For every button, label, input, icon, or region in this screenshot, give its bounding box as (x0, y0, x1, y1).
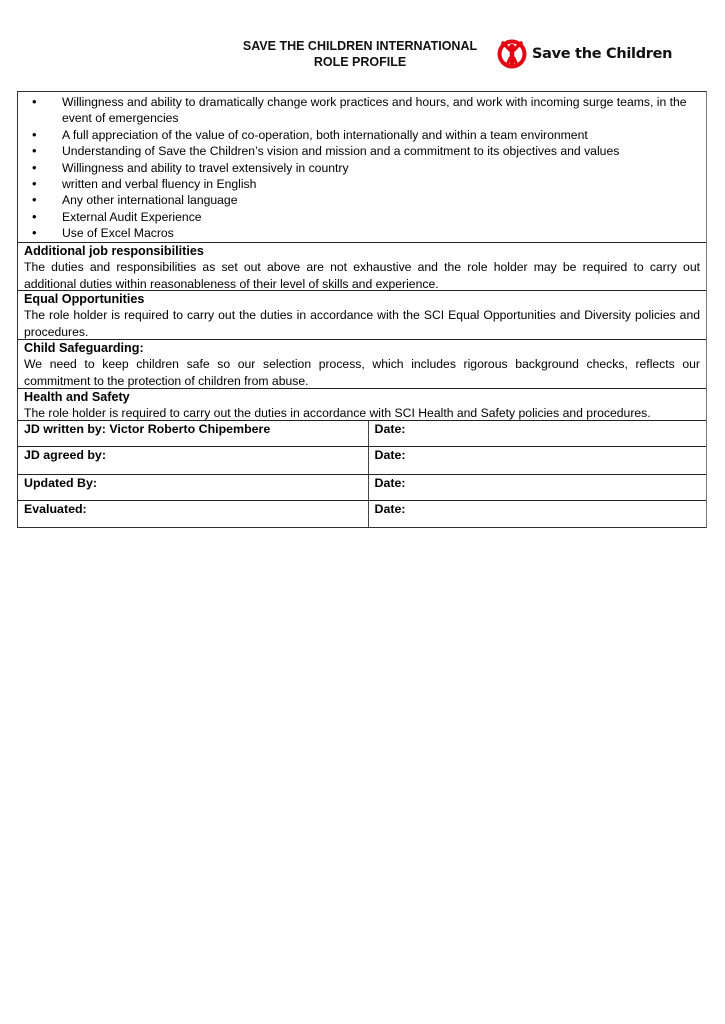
section-body: We need to keep children safe so our selection process, which includes rigorous background checks, reflects our commitment to the protection of children from abuse. (24, 357, 700, 388)
section-body: The duties and responsibilities as set out above are not exhaustive and the role holder may be required to carry out additional duties within reasonableness of their level of skills and experience. (24, 260, 700, 291)
additional-responsibilities-section (18, 243, 706, 291)
list-item: • A full appreciation of the value of co-operation, both internationally and within a team environment (18, 127, 706, 143)
section-heading: Additional job responsibilities (24, 244, 204, 258)
child-safeguarding-section (18, 340, 706, 389)
save-the-children-logo (496, 36, 672, 72)
list-item: • written and verbal fluency in English (18, 176, 706, 192)
list-item: • Willingness and ability to travel extensively in country (18, 160, 706, 176)
document-title (225, 38, 495, 70)
save-the-children-logo-icon (496, 38, 528, 70)
section-heading: Health and Safety (24, 390, 130, 404)
page-header (0, 36, 725, 76)
equal-opportunities-section (18, 291, 706, 340)
date-cell: Date: (368, 474, 706, 500)
requirements-section (18, 92, 706, 243)
list-item: • Any other international language (18, 192, 706, 208)
requirements-list (18, 93, 706, 242)
list-item: • Understanding of Save the Children’s vision and mission and a commitment to its objectives and values (18, 143, 706, 159)
health-safety-section (18, 389, 706, 421)
section-body: The role holder is required to carry out the duties in accordance with the SCI Equal Opportunities and Diversity policies and procedures. (24, 308, 700, 339)
date-cell: Date: (368, 446, 706, 474)
title-line-1: SAVE THE CHILDREN INTERNATIONAL (242, 39, 478, 53)
section-body: The role holder is required to carry out the duties in accordance with SCI Health and Safety policies and procedures. (24, 406, 651, 421)
table-row (18, 446, 706, 474)
section-heading: Equal Opportunities (24, 292, 145, 306)
jd-agreed-by-cell: JD agreed by: (18, 446, 368, 474)
jd-written-by-cell: JD written by: Victor Roberto Chipembere (18, 421, 368, 446)
role-profile-table (17, 91, 707, 528)
date-cell: Date: (374, 501, 406, 516)
table-row (18, 421, 706, 446)
evaluated-cell: Evaluated: (18, 500, 368, 527)
list-item: • Willingness and ability to dramatically change work practices and hours, and work with incoming surge teams, in the event of emergencies (18, 94, 706, 127)
list-item: • External Audit Experience (18, 209, 706, 225)
table-row (18, 474, 706, 500)
section-heading: Child Safeguarding: (24, 341, 144, 355)
table-row (18, 500, 706, 527)
date-cell: Date: (368, 421, 706, 446)
logo-wordmark: Save the Children (532, 46, 673, 62)
list-item: • Use of Excel Macros (18, 225, 706, 241)
title-line-2: ROLE PROFILE (313, 55, 407, 69)
signoff-table (18, 421, 706, 527)
updated-by-cell: Updated By: (18, 474, 368, 500)
